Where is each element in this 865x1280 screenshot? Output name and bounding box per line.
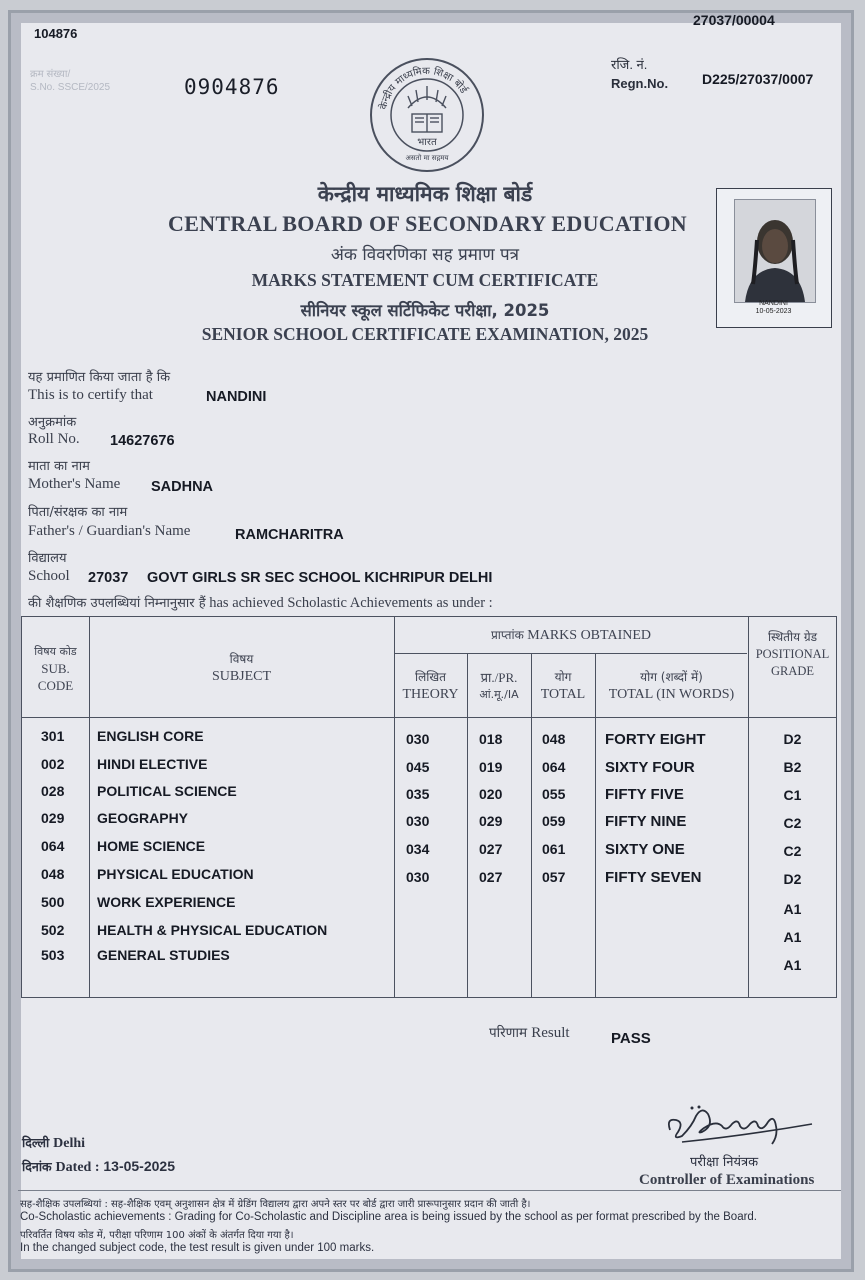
school-code: 27037 (88, 570, 129, 586)
header-marks-hindi: प्राप्तांक (490, 628, 524, 642)
regn-number: D225/27037/0007 (702, 71, 814, 87)
school-name: GOVT GIRLS SR SEC SCHOOL KICHRIPUR DELHI (147, 570, 493, 586)
cell-total: 064 (542, 759, 566, 775)
header-sub-code (22, 643, 89, 694)
cell-subject: HEALTH & PHYSICAL EDUCATION (97, 922, 328, 938)
cell-theory: 035 (406, 786, 430, 802)
cell-practical: 027 (479, 841, 503, 857)
cell-code: 002 (41, 756, 65, 772)
certify-label-hindi: यह प्रमाणित किया जाता है कि (28, 370, 171, 385)
footnote-4: In the changed subject code, the test result is given under 100 marks. (20, 1242, 375, 1254)
cell-total-words: SIXTY ONE (605, 841, 685, 858)
cell-grade: C2 (783, 815, 802, 831)
photo-frame (716, 188, 832, 328)
achievement-line-hindi: की शैक्षणिक उपलब्धियां निम्नानुसार हैं (28, 596, 206, 611)
place (22, 1134, 85, 1152)
cell-subject: POLITICAL SCIENCE (97, 783, 237, 799)
cell-grade: C1 (783, 787, 802, 803)
cell-total-words: FIFTY FIVE (605, 786, 684, 803)
cell-theory: 045 (406, 759, 430, 775)
cell-total: 055 (542, 786, 566, 802)
roll-label-hindi: अनुक्रमांक (28, 415, 77, 430)
cell-total: 061 (542, 841, 566, 857)
exam-name-english: SENIOR SCHOOL CERTIFICATE EXAMINATION, 2025 (201, 324, 649, 344)
header-grade-hindi: स्थितीय ग्रेड (767, 630, 818, 644)
cell-code: 503 (41, 947, 65, 963)
board-name-english: CENTRAL BOARD OF SECONDARY EDUCATION (168, 211, 687, 236)
cell-grade: A1 (783, 957, 802, 973)
header-total-words-english: TOTAL (IN WORDS) (608, 687, 735, 702)
cell-subject: HINDI ELECTIVE (97, 756, 208, 772)
cell-subject: PHYSICAL EDUCATION (97, 866, 254, 882)
exam-name-hindi: सीनियर स्कूल सर्टिफिकेट परीक्षा, 2025 (300, 301, 550, 320)
result-label-english: Result (531, 1025, 570, 1041)
cell-total-words: SIXTY FOUR (605, 759, 695, 776)
result-label (489, 1023, 570, 1042)
cell-theory: 030 (406, 731, 430, 747)
header-positional-grade (748, 629, 837, 680)
school-label-hindi: विद्यालय (28, 551, 67, 566)
father-label-hindi: पिता/संरक्षक का नाम (28, 505, 128, 520)
cell-code: 502 (41, 922, 65, 938)
cell-total-words: FIFTY SEVEN (605, 869, 702, 886)
dated (22, 1158, 175, 1176)
cell-code: 029 (41, 810, 65, 826)
cell-practical: 020 (479, 786, 503, 802)
dated-hindi: दिनांक (22, 1159, 52, 1174)
faded-serial-label (30, 68, 110, 94)
controller-title-english: Controller of Examinations (639, 1172, 815, 1188)
header-marks-english: MARKS OBTAINED (527, 628, 651, 643)
footnote-1: सह-शैक्षिक उपलब्धियां : सह-शैक्षिक एवम् अनुशासन क्षेत्र में ग्रेडिंग विद्यालय द्वारा अपने स्तर पर बोर्ड द्वारा जारी प्रारूपानुसार प्रदान की जाती है। (20, 1199, 531, 1210)
certificate-type-english: MARKS STATEMENT CUM CERTIFICATE (251, 270, 599, 290)
result-label-hindi: परिणाम (489, 1025, 528, 1041)
certificate-number: 0904876 (184, 75, 280, 99)
cell-subject: HOME SCIENCE (97, 838, 206, 854)
top-left-serial: 104876 (34, 26, 78, 41)
cell-total-words: FORTY EIGHT (605, 731, 706, 748)
header-theory (394, 669, 467, 703)
cell-grade: A1 (783, 901, 802, 917)
header-theory-hindi: लिखित (414, 670, 446, 684)
cell-total: 048 (542, 731, 566, 747)
header-total-hindi: योग (554, 670, 572, 684)
cell-grade: D2 (783, 731, 802, 747)
board-name-hindi: केन्द्रीय माध्यमिक शिक्षा बोर्ड (317, 182, 533, 206)
cell-practical: 018 (479, 731, 503, 747)
regn-label-english: Regn.No. (611, 76, 669, 91)
emblem-motto-text: असतो मा सद्गमय (405, 154, 449, 162)
cell-total: 057 (542, 869, 566, 885)
regn-label (611, 55, 668, 93)
cell-code: 028 (41, 783, 65, 799)
header-sub-code-line-2: CODE (37, 678, 74, 693)
cell-code: 301 (41, 728, 65, 744)
cell-total: 059 (542, 813, 566, 829)
cell-subject: GEOGRAPHY (97, 810, 189, 826)
cell-subject: ENGLISH CORE (97, 728, 204, 744)
footnote-divider (18, 1190, 841, 1191)
cell-grade: C2 (783, 843, 802, 859)
header-subject (89, 651, 394, 685)
cell-code: 048 (41, 866, 65, 882)
cell-grade: A1 (783, 929, 802, 945)
emblem-bharat-text: भारत (417, 137, 437, 148)
place-hindi: दिल्ली (22, 1135, 50, 1150)
emblem-lamp-icon (408, 86, 446, 132)
top-right-serial: 27037/00004 (693, 12, 775, 28)
father-label-english: Father's / Guardian's Name (28, 523, 191, 539)
mother-name: SADHNA (151, 479, 214, 495)
header-theory-english: THEORY (402, 687, 459, 702)
footnote-2: Co-Scholastic achievements : Grading for Co-Scholastic and Discipline area is being issued by the school as per format prescribed by the Board. (20, 1211, 758, 1223)
faded-serial-line-1: क्रम संख्या/ (30, 69, 71, 80)
header-sub-code-hindi: विषय कोड (34, 645, 77, 658)
achievement-line-english: has achieved Scholastic Achievements as under : (209, 595, 493, 611)
student-photo (734, 199, 816, 303)
header-total (531, 669, 595, 703)
cbse-emblem (368, 56, 486, 174)
place-english: Delhi (53, 1136, 86, 1151)
marks-table (21, 616, 837, 998)
photo-caption-date: 10-05-2023 (755, 308, 792, 315)
header-subject-english: SUBJECT (211, 669, 272, 684)
header-total-words-hindi: योग (शब्दों में) (640, 670, 703, 684)
roll-label-english: Roll No. (28, 431, 80, 447)
controller-title-hindi: परीक्षा नियंत्रक (690, 1155, 759, 1170)
certificate-type-hindi: अंक विवरणिका सह प्रमाण पत्र (330, 245, 520, 265)
student-portrait-icon (735, 200, 815, 302)
cell-code: 064 (41, 838, 65, 854)
achievement-line (28, 593, 493, 612)
header-sub-code-line-1: SUB. (41, 661, 70, 676)
photo-caption (717, 300, 830, 316)
cell-grade: D2 (783, 871, 802, 887)
roll-number: 14627676 (110, 433, 175, 449)
emblem-arc-text: केन्द्रीय माध्यमिक शिक्षा बोर्ड (378, 65, 469, 111)
cell-theory: 034 (406, 841, 430, 857)
cell-subject: GENERAL STUDIES (97, 947, 230, 963)
footnote-3: परिवर्तित विषय कोड में, परीक्षा परिणाम 100 अंकों के अंतर्गत दिया गया है। (20, 1230, 294, 1241)
controller-signature (662, 1096, 822, 1150)
cell-practical: 029 (479, 813, 503, 829)
header-grade-line-2: GRADE (770, 664, 815, 678)
mother-label-hindi: माता का नाम (28, 459, 90, 474)
cell-grade: B2 (783, 759, 802, 775)
header-total-english: TOTAL (540, 687, 586, 702)
cell-theory: 030 (406, 813, 430, 829)
dated-english: Dated : (55, 1160, 100, 1175)
header-total-words (595, 669, 748, 703)
dated-value: 13-05-2025 (103, 1158, 175, 1174)
photo-caption-name: NANDINI (759, 300, 788, 307)
header-practical-line-1: प्रा./PR. (480, 670, 518, 685)
header-subject-hindi: विषय (229, 652, 254, 666)
faded-serial-line-2: S.No. SSCE/2025 (30, 82, 111, 93)
school-label-english: School (28, 568, 70, 584)
header-practical (467, 669, 531, 703)
header-marks-obtained (394, 627, 748, 644)
header-grade-line-1: POSITIONAL (755, 647, 830, 661)
cell-subject: WORK EXPERIENCE (97, 894, 236, 910)
cell-practical: 027 (479, 869, 503, 885)
cell-code: 500 (41, 894, 65, 910)
father-name: RAMCHARITRA (235, 527, 344, 543)
header-practical-line-2: आं.मू./IA (479, 688, 519, 701)
certify-label-english: This is to certify that (28, 387, 153, 403)
cell-practical: 019 (479, 759, 503, 775)
regn-label-hindi: रजि. नं. (611, 57, 648, 72)
cell-theory: 030 (406, 869, 430, 885)
cell-total-words: FIFTY NINE (605, 813, 687, 830)
mother-label-english: Mother's Name (28, 476, 121, 492)
result-value: PASS (611, 1030, 651, 1047)
candidate-name: NANDINI (206, 389, 267, 405)
